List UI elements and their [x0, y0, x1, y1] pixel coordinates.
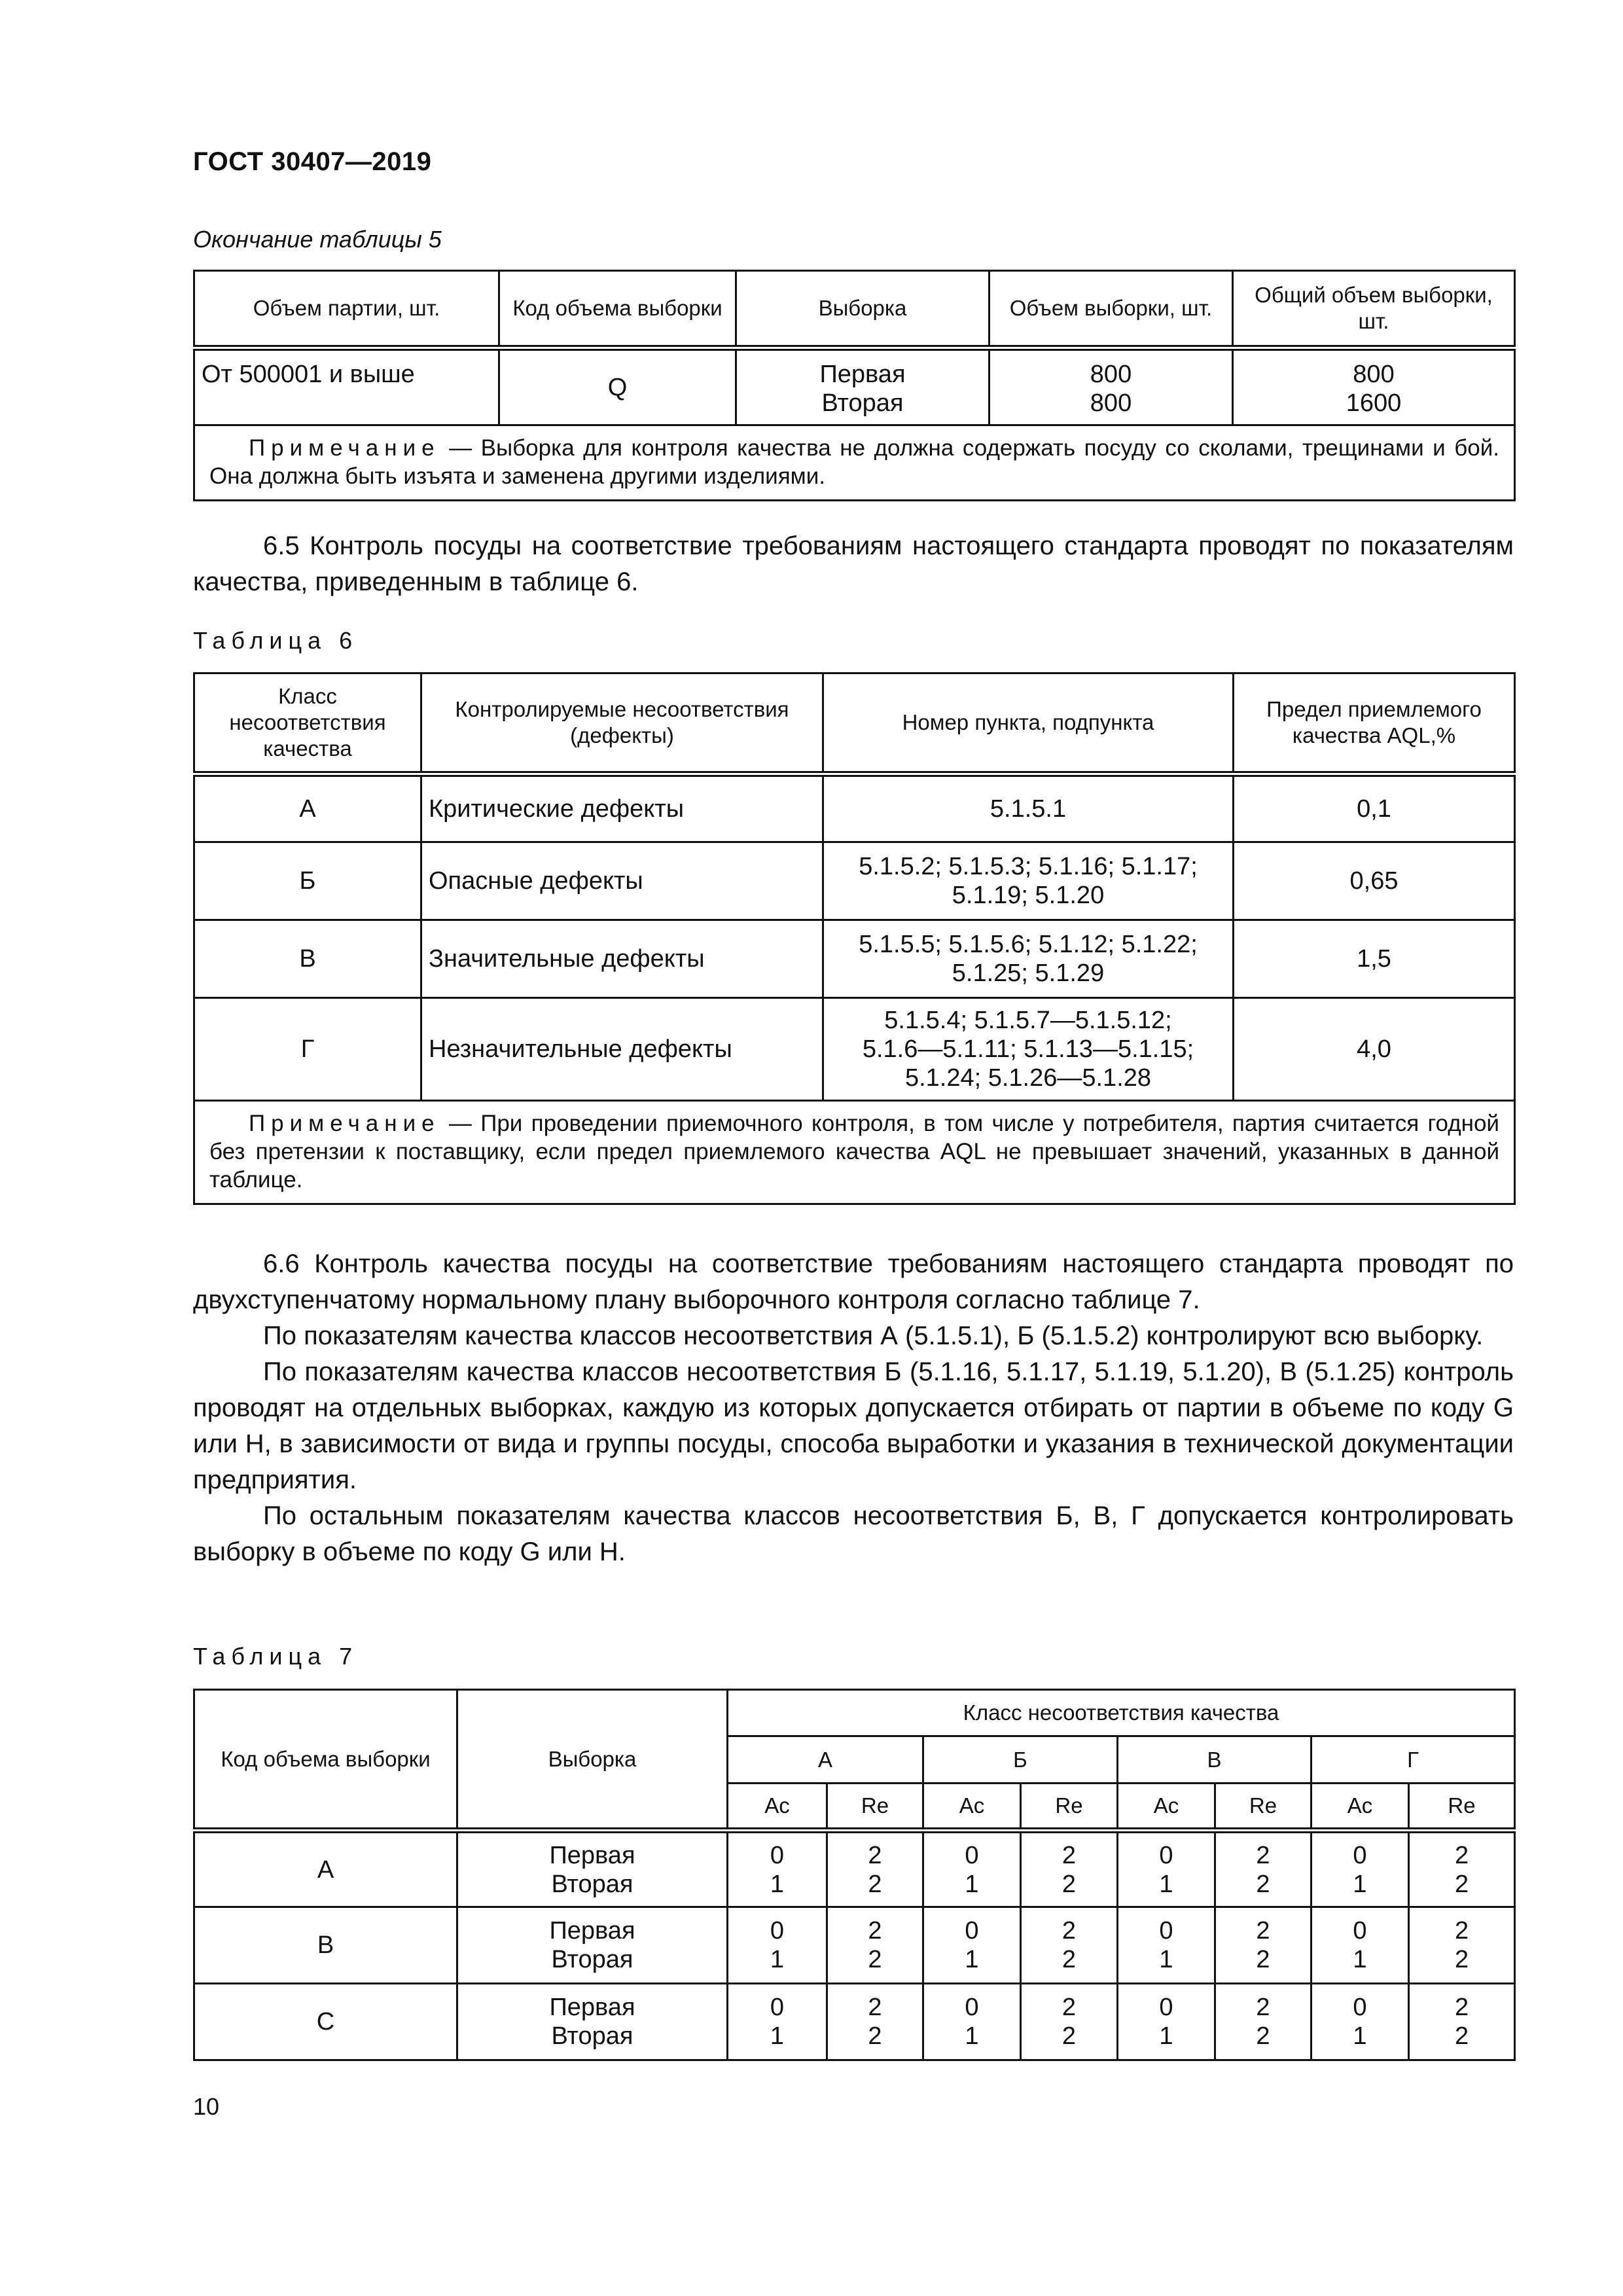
table7-cell-sample	[457, 1831, 728, 1907]
ac-value-first: 0	[1159, 1917, 1173, 1945]
table7-header-ac: Ас	[923, 1784, 1021, 1831]
table5	[193, 270, 1516, 501]
table7-cell-ac	[1118, 1907, 1215, 1984]
ac-value-second: 1	[770, 2022, 785, 2050]
table7-caption: Таблица 7	[193, 1643, 359, 1670]
re-value-second: 2	[1061, 1870, 1077, 1898]
table7-header-re: Re	[1409, 1784, 1515, 1831]
table7-cell-sample	[457, 1907, 728, 1984]
table5-cell-sample	[736, 348, 990, 425]
table6-note	[194, 1101, 1515, 1204]
table7-cell-code	[194, 1984, 457, 2060]
table6-row-c-class: В	[194, 920, 421, 998]
table6-header-item: Номер пункта, подпункта	[823, 673, 1234, 774]
table6	[193, 672, 1516, 1205]
table7-header-class-b: Б	[923, 1736, 1118, 1784]
table-row	[194, 1831, 1515, 1907]
ac-value-first: 0	[1353, 1841, 1367, 1869]
paragraph-classes-a-b: По показателям качества классов несоответствия А (5.1.5.1), Б (5.1.5.2) контролируют всю выборку.	[263, 1321, 1484, 1350]
table7-cell-re	[1409, 1984, 1515, 2060]
table6-caption: Таблица 6	[193, 627, 359, 654]
sample-stage-second: Вторая	[551, 1946, 633, 1973]
table7-cell-re	[827, 1907, 923, 1984]
ac-value-first: 0	[965, 1841, 979, 1869]
ac-value-first: 0	[1159, 1841, 1173, 1869]
table5-sample-second: Вторая	[821, 389, 904, 417]
ac-value-first: 0	[1353, 1994, 1367, 2021]
table7-header-code: Код объема выборки	[194, 1690, 457, 1831]
table7-header-class: Класс несоответствия качества	[728, 1690, 1515, 1736]
table6-row-c-aql: 1,5	[1234, 920, 1515, 998]
re-value-first: 2	[1061, 1994, 1077, 2021]
table7-header-re: Re	[1021, 1784, 1118, 1831]
re-value-second: 2	[1256, 2022, 1270, 2050]
table6-header-class: Класс несоответствия качества	[194, 673, 421, 774]
re-value-second: 2	[1256, 1870, 1270, 1898]
ac-value-second: 1	[1353, 1870, 1367, 1898]
table7-cell-re	[1409, 1907, 1515, 1984]
table7-cell-ac	[1118, 1831, 1215, 1907]
ac-value-second: 1	[1159, 2022, 1173, 2050]
re-value-second: 2	[1256, 1946, 1270, 1973]
paragraph-6-6: 6.6 Контроль качества посуды на соответствие требованиям настоящего стандарта проводят по двухступенчатому нормальному плану выборочного контроля согласно таблице 7.	[193, 1249, 1514, 1314]
page-number: 10	[193, 2093, 220, 2120]
paragraph-6-5-text: 6.5 Контроль посуды на соответствие требованиям настоящего стандарта проводят по показателям качества, приведенным в таблице 6.	[193, 531, 1514, 596]
table5-header-lot: Объем партии, шт.	[194, 271, 499, 348]
table6-row-b-item: 5.1.5.2; 5.1.5.3; 5.1.16; 5.1.17; 5.1.19; 5.1.20	[823, 842, 1234, 920]
table7-cell-re	[827, 1984, 923, 2060]
ac-value-second: 1	[965, 2022, 979, 2050]
table7-cell-ac	[923, 1984, 1021, 2060]
re-value-first: 2	[868, 1994, 882, 2021]
ac-value-second: 1	[1353, 2022, 1367, 2050]
table7-cell-ac	[1311, 1831, 1409, 1907]
table7-cell-ac	[728, 1984, 827, 2060]
ac-value-first: 0	[770, 1994, 785, 2021]
standard-code: ГОСТ 30407—2019	[193, 147, 432, 176]
ac-value-first: 0	[770, 1917, 785, 1945]
re-value-first: 2	[868, 1841, 882, 1869]
table7-cell-ac	[1311, 1907, 1409, 1984]
ac-value-second: 1	[1353, 1946, 1367, 1973]
table7-cell-re	[1215, 1984, 1311, 2060]
table7-header-class-a: А	[728, 1736, 923, 1784]
re-value-first: 2	[1454, 1841, 1469, 1869]
table7-header-class-g: Г	[1311, 1736, 1515, 1784]
table5-header-size: Объем выборки, шт.	[990, 271, 1233, 348]
table5-header-code: Код объема выборки	[499, 271, 736, 348]
table6-header-aql: Предел приемлемого качества AQL,%	[1234, 673, 1515, 774]
ac-value-second: 1	[770, 1946, 785, 1973]
table5-note-label: Примечание	[249, 435, 440, 461]
table7-cell-ac	[728, 1831, 827, 1907]
sample-stage-second: Вторая	[551, 1870, 633, 1898]
table7-header-re: Re	[827, 1784, 923, 1831]
table7-cell-re	[1409, 1831, 1515, 1907]
table7-body	[194, 1831, 1515, 2060]
re-value-first: 2	[1256, 1917, 1270, 1945]
table6-row-d-defect: Незначительные дефекты	[421, 998, 823, 1101]
re-value-second: 2	[1061, 1946, 1077, 1973]
table6-row-b-class: Б	[194, 842, 421, 920]
re-value-first: 2	[1256, 1841, 1270, 1869]
re-value-first: 2	[1256, 1994, 1270, 2021]
re-value-first: 2	[1061, 1917, 1077, 1945]
ac-value-second: 1	[965, 1946, 979, 1973]
table5-note	[194, 425, 1515, 501]
table5-cell-total	[1233, 348, 1515, 425]
sample-stage-first: Первая	[549, 1841, 635, 1869]
sample-stage-second: Вторая	[551, 2022, 633, 2050]
table6-row-c-item: 5.1.5.5; 5.1.5.6; 5.1.12; 5.1.22; 5.1.25; 5.1.29	[823, 920, 1234, 998]
table7-header-re: Re	[1215, 1784, 1311, 1831]
table-row	[194, 1984, 1515, 2060]
table6-row-a-class: А	[194, 774, 421, 842]
table7-cell-sample	[457, 1984, 728, 2060]
table6-row-b-aql: 0,65	[1234, 842, 1515, 920]
ac-value-second: 1	[965, 1870, 979, 1898]
table5-header-total: Общий объем выборки, шт.	[1233, 271, 1515, 348]
table6-header-defects: Контролируемые несоответствия (дефекты)	[421, 673, 823, 774]
table6-row-a-item: 5.1.5.1	[823, 774, 1234, 842]
sample-stage-first: Первая	[549, 1994, 635, 2021]
re-value-second: 2	[868, 2022, 882, 2050]
table6-row-d-item: 5.1.5.4; 5.1.5.7—5.1.5.12; 5.1.6—5.1.11; 5.1.13—5.1.15; 5.1.24; 5.1.26—5.1.28	[823, 998, 1234, 1101]
table7-cell-code	[194, 1831, 457, 1907]
table7	[193, 1689, 1516, 2061]
table7-cell-re	[1215, 1907, 1311, 1984]
re-value-second: 2	[1454, 1946, 1469, 1973]
table5-size-first: 800	[1090, 361, 1132, 388]
table6-row-d-class: Г	[194, 998, 421, 1101]
table5-cell-lot: От 500001 и выше	[194, 348, 499, 425]
table7-cell-ac	[1311, 1984, 1409, 2060]
ac-value-second: 1	[1159, 1946, 1173, 1973]
ac-value-first: 0	[965, 1917, 979, 1945]
paragraphs-6-6	[193, 1246, 1514, 1570]
sample-stage-first: Первая	[549, 1917, 635, 1945]
table7-header-ac: Ас	[728, 1784, 827, 1831]
table6-row-a-defect: Критические дефекты	[421, 774, 823, 842]
re-value-first: 2	[1454, 1994, 1469, 2021]
re-value-second: 2	[868, 1870, 882, 1898]
table7-cell-re	[1021, 1907, 1118, 1984]
table7-cell-code	[194, 1907, 457, 1984]
ac-value-second: 1	[1159, 1870, 1173, 1898]
ac-value-first: 0	[965, 1994, 979, 2021]
table6-row-b-defect: Опасные дефекты	[421, 842, 823, 920]
table6-row-c-defect: Значительные дефекты	[421, 920, 823, 998]
table5-total-second: 1600	[1346, 389, 1402, 417]
table5-sample-first: Первая	[819, 361, 906, 388]
re-value-second: 2	[1061, 2022, 1077, 2050]
paragraph-classes-b-v: По показателям качества классов несоответствия Б (5.1.16, 5.1.17, 5.1.19, 5.1.20), В (5.1.25) контроль проводят на отдельных выборках, каждую из которых допускается отбирать от партии в объеме по коду G или Н, в зависимости от вида и группы посуды, способа выработки и указания в технической документации предприятия.	[193, 1357, 1514, 1494]
table7-cell-re	[1021, 1984, 1118, 2060]
re-value-first: 2	[868, 1917, 882, 1945]
table6-row-d-aql: 4,0	[1234, 998, 1515, 1101]
re-value-second: 2	[1454, 1870, 1469, 1898]
re-value-first: 2	[1454, 1917, 1469, 1945]
sample-code: А	[317, 1856, 334, 1884]
table5-caption: Окончание таблицы 5	[193, 226, 442, 253]
table7-cell-re	[827, 1831, 923, 1907]
re-value-second: 2	[868, 1946, 882, 1973]
table7-cell-ac	[923, 1831, 1021, 1907]
table7-header-sample: Выборка	[457, 1690, 728, 1831]
paragraph-other-classes: По остальным показателям качества классов несоответствия Б, В, Г допускается контролировать выборку в объеме по коду G или Н.	[193, 1501, 1514, 1566]
table7-header-class-v: В	[1118, 1736, 1311, 1784]
table-row	[194, 1907, 1515, 1984]
re-value-second: 2	[1454, 2022, 1469, 2050]
table7-cell-ac	[923, 1907, 1021, 1984]
table7-cell-ac	[1118, 1984, 1215, 2060]
ac-value-first: 0	[770, 1841, 785, 1869]
table6-note-text: — При проведении приемочного контроля, в том числе у потребителя, партия считается годной без претензии к поставщику, если предел приемлемого качества AQL не превышает значений, указанных в данной таблице.	[209, 1111, 1499, 1193]
sample-code: В	[317, 1931, 334, 1959]
paragraph-6-5	[193, 528, 1514, 600]
table7-header-ac: Ас	[1118, 1784, 1215, 1831]
ac-value-first: 0	[1159, 1994, 1173, 2021]
table5-total-first: 800	[1353, 361, 1395, 388]
table7-cell-re	[1021, 1831, 1118, 1907]
re-value-first: 2	[1061, 1841, 1077, 1869]
sample-code: С	[316, 2008, 335, 2036]
table5-note-text: — Выборка для контроля качества не должна содержать посуду со сколами, трещинами и бой. Она должна быть изъята и заменена другими изделиями.	[209, 435, 1499, 489]
ac-value-second: 1	[770, 1870, 785, 1898]
table6-note-label: Примечание	[249, 1111, 440, 1136]
table5-cell-size	[990, 348, 1233, 425]
table5-header-sample: Выборка	[736, 271, 990, 348]
table6-row-a-aql: 0,1	[1234, 774, 1515, 842]
ac-value-first: 0	[1353, 1917, 1367, 1945]
table7-cell-re	[1215, 1831, 1311, 1907]
table5-cell-code: Q	[499, 348, 736, 425]
table5-size-second: 800	[1090, 389, 1132, 417]
table7-header-ac: Ас	[1311, 1784, 1409, 1831]
table7-cell-ac	[728, 1907, 827, 1984]
